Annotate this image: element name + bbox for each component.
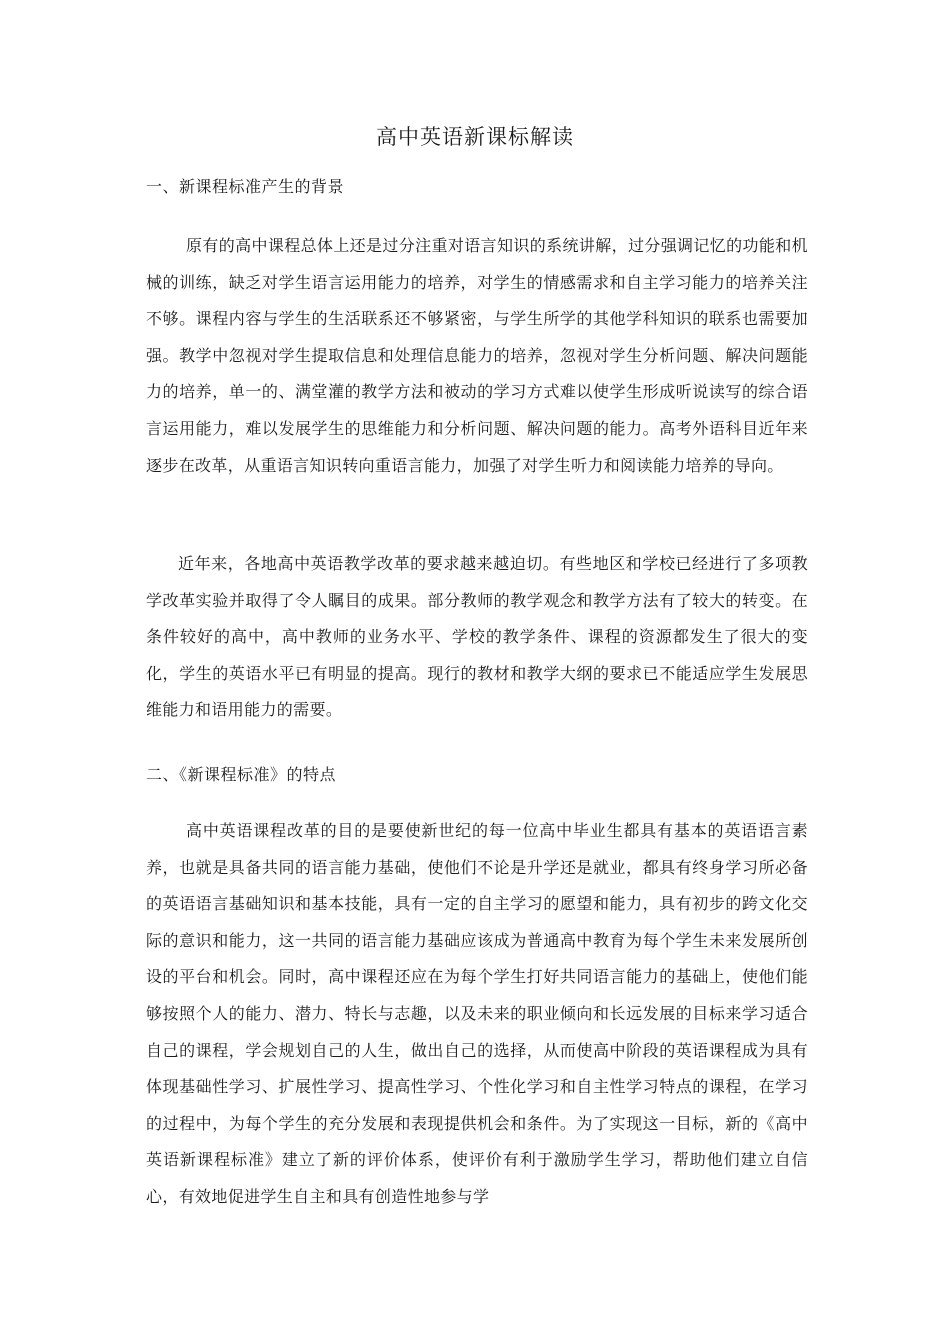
paragraph-background-1: 原有的高中课程总体上还是过分注重对语言知识的系统讲解，过分强调记忆的功能和机械的训练，缺乏对学生语言运用能力的培养，对学生的情感需求和自主学习能力的培养关注不够。课程内容与学生的生活联系还不够紧密，与学生所学的其他学科知识的联系也需要加强。教学中忽视对学生提取信息和处理信息能力的培养，忽视对学生分析问题、解决问题能力的培养，单一的、满堂灌的教学方法和被动的学习方式难以使学生形成听说读写的综合语言运用能力，难以发展学生的思维能力和分析问题、解决问题的能力。高考外语科目近年来逐步在改革，从重语言知识转向重语言能力，加强了对学生听力和阅读能力培养的导向。 bbox=[146, 236, 808, 475]
document-title: 高中英语新课标解读 bbox=[376, 125, 574, 149]
section-heading-background: 一、新课程标准产生的背景 bbox=[146, 177, 345, 196]
paragraph-background-2: 近年来，各地高中英语教学改革的要求越来越迫切。有些地区和学校已经进行了多项教学改革实验并取得了令人瞩目的成果。部分教师的教学观念和教学方法有了较大的转变。在条件较好的高中，高中教师的业务水平、学校的教学条件、课程的资源都发生了很大的变化，学生的英语水平已有明显的提高。现行的教材和教学大纲的要求已不能适应学生发展思维能力和语用能力的需要。 bbox=[146, 554, 808, 720]
paragraph-features-1: 高中英语课程改革的目的是要使新世纪的每一位高中毕业生都具有基本的英语语言素养，也就是具备共同的语言能力基础，使他们不论是升学还是就业，都具有终身学习所必备的英语语言基础知识和基本技能，具有一定的自主学习的愿望和能力，具有初步的跨文化交际的意识和能力，这一共同的语言能力基础应该成为普通高中教育为每个学生未来发展所创设的平台和机会。同时，高中课程还应在为每个学生打好共同语言能力的基础上，使他们能够按照个人的能力、潜力、特长与志趣，以及未来的职业倾向和长远发展的目标来学习适合自己的课程，学会规划自己的人生，做出自己的选择，从而使高中阶段的英语课程成为具有体现基础性学习、扩展性学习、提高性学习、个性化学习和自主性学习特点的课程，在学习的过程中，为每个学生的充分发展和表现提供机会和条件。为了实现这一目标，新的《高中英语新课程标准》建立了新的评价体系，使评价有利于激励学生学习，帮助他们建立自信心，有效地促进学生自主和具有创造性地参与学 bbox=[146, 821, 808, 1206]
section-heading-features: 二、《新课程标准》的特点 bbox=[146, 765, 337, 784]
